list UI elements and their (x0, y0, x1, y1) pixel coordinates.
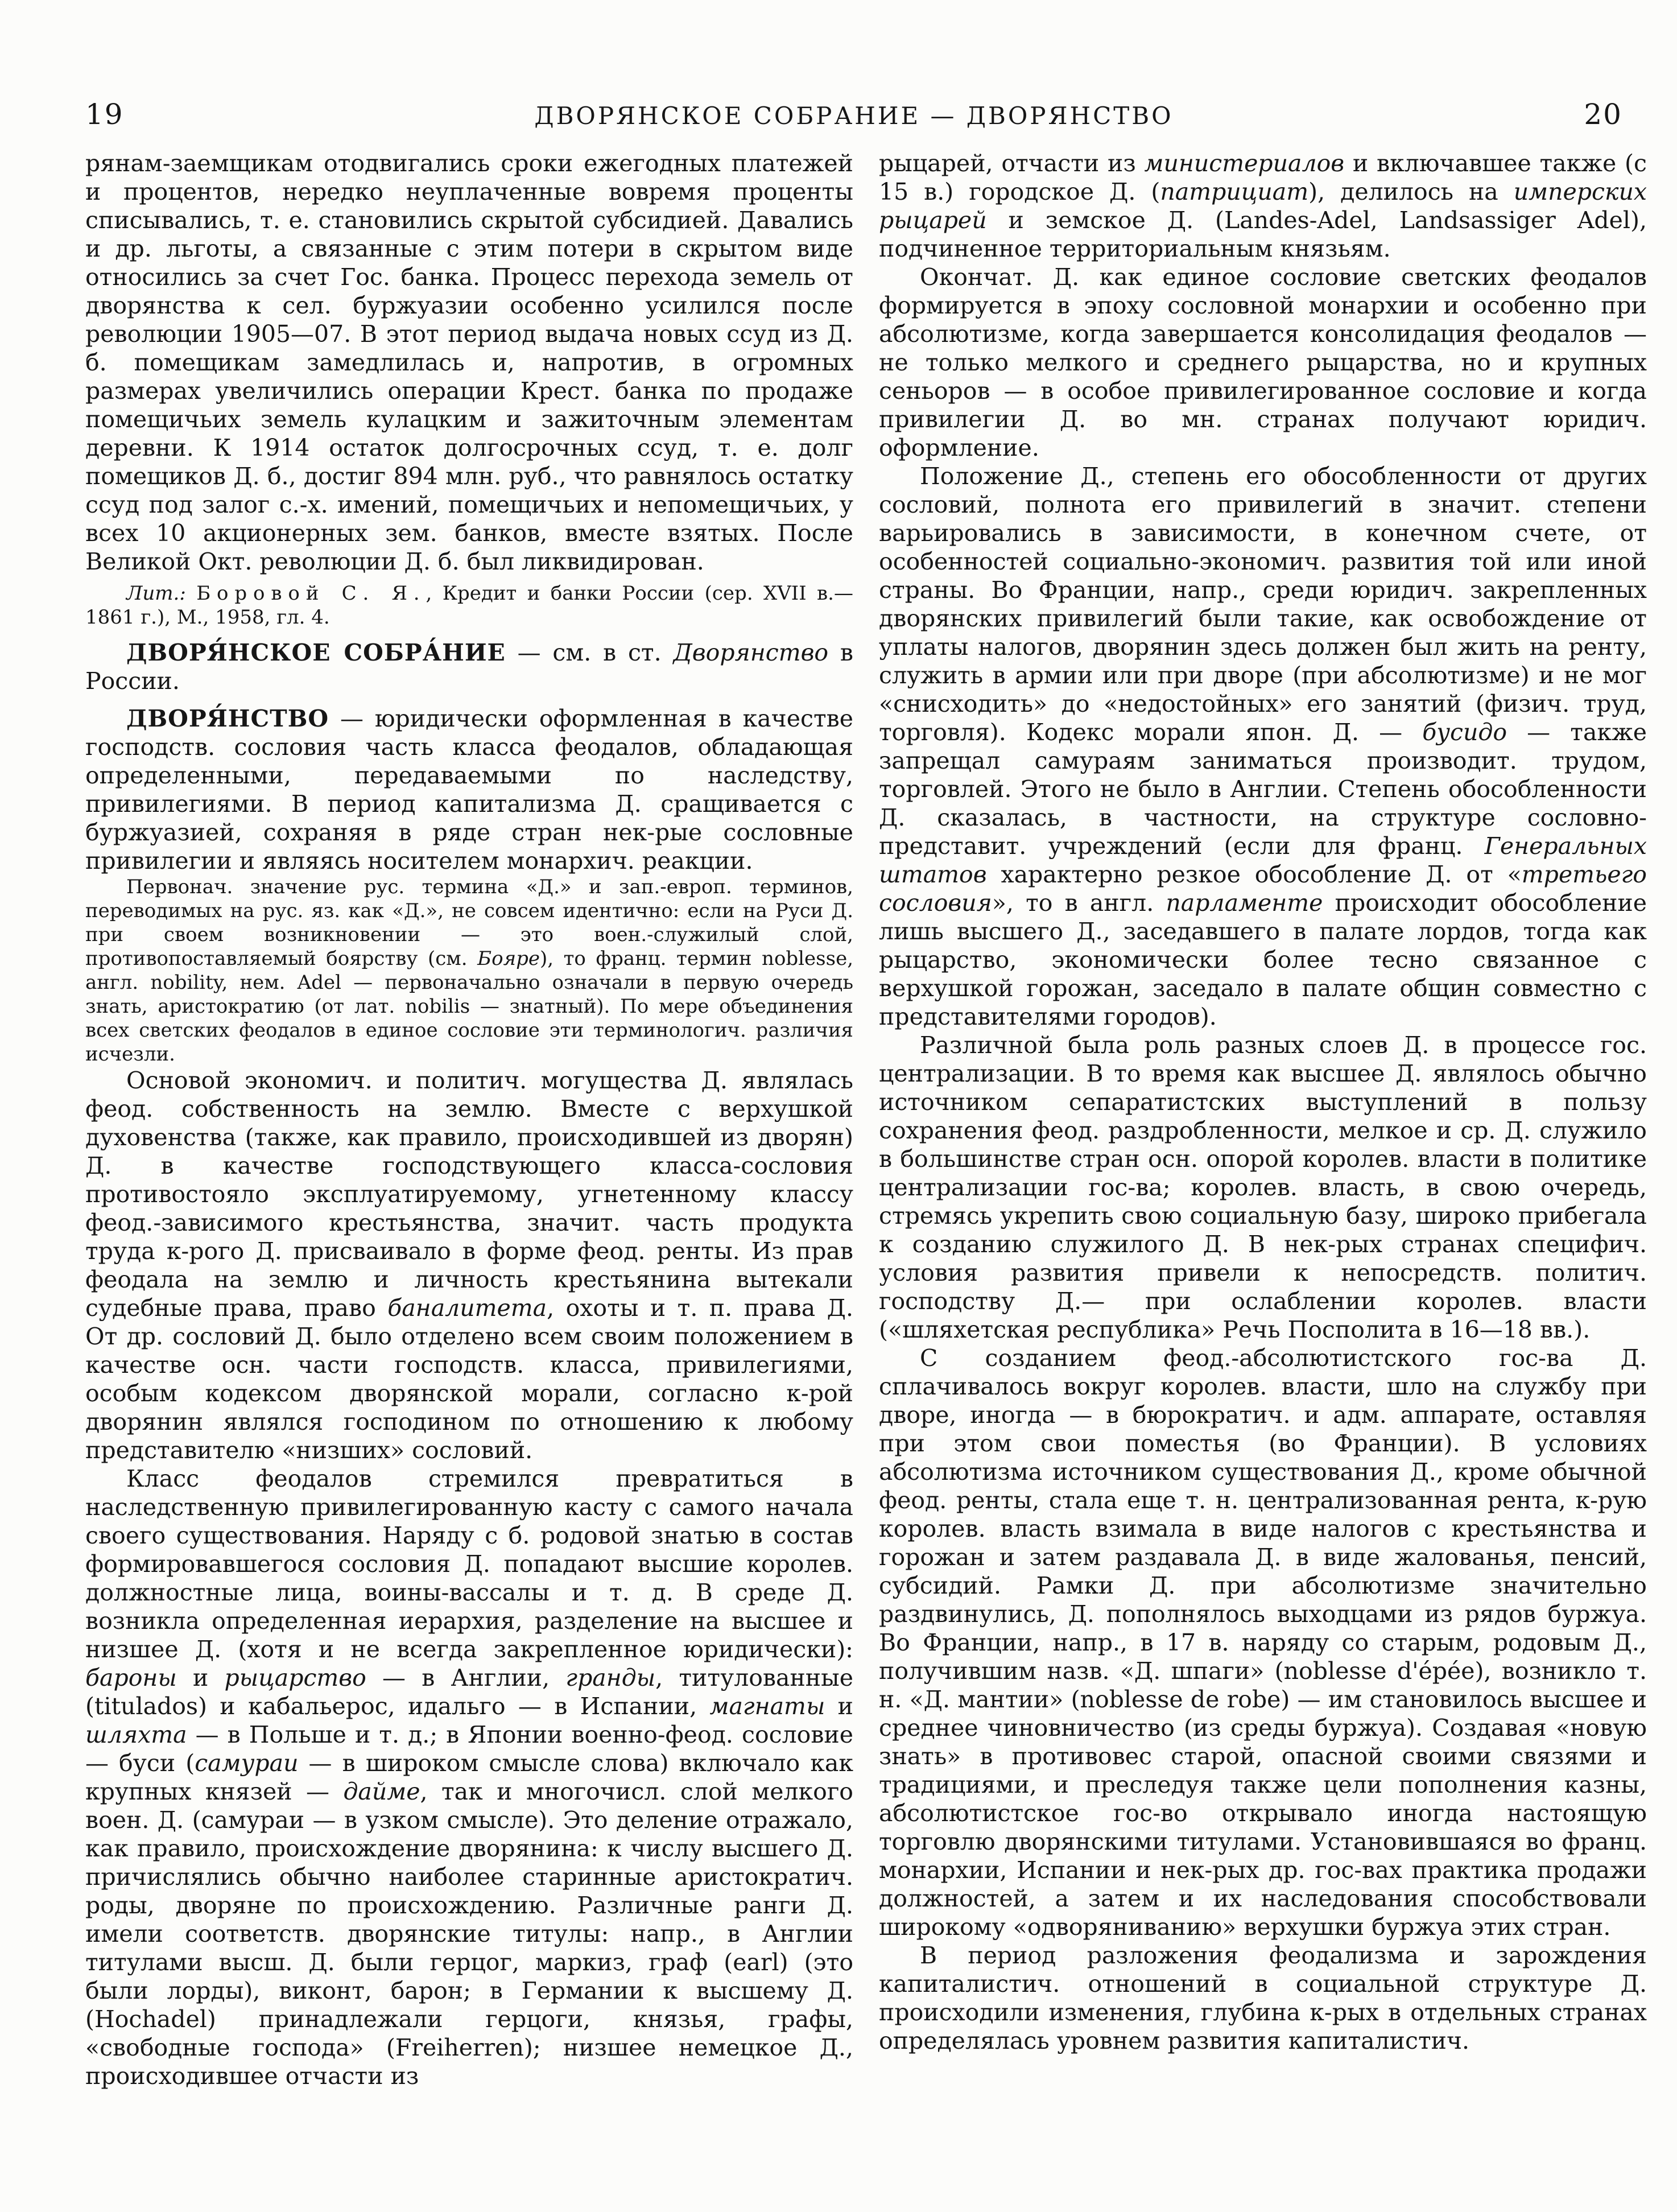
text-segment: , так и многочисл. слой мелкого воен. Д. (самураи — в узком смысле). Это деление отражало, как правило, происхождение дворянина: к числу высшего Д. причислялись обычно наиболее старинные аристократич. роды, дворяне по происхождению. Различные ранги Д. имели соответств. дворянские титулы: напр., в Англии титулами высш. Д. были герцог, маркиз, граф (earl) (это были лорды), виконт, барон; в Германии к высшему Д. (Hochadel) принадлежали герцоги, князья, графы, «свободные господа» (Freiherren); низшее немецкое Д., происходившее отчасти из (85, 1778, 853, 2090)
text-segment: и включавшее также (с 15 в.) городское Д. ( (879, 150, 1647, 205)
text-segment: рыцарство (224, 1664, 366, 1691)
text-segment: ), делилось на (1308, 178, 1514, 205)
paragraph (879, 263, 1647, 462)
text-segment: Боровой С. Я. (196, 582, 426, 605)
text-segment: Дворянство (673, 639, 829, 666)
text-segment: парламенте (1166, 889, 1323, 917)
text-segment: бусидо (1422, 719, 1507, 746)
paragraph (85, 875, 853, 1066)
text-segment: Положение Д., степень его обособленности от других сословий, полнота его привилегий в значит. степени варьировались в зависимости, в конечном счете, от особенностей социально-экономич. развития той или иной страны. Во Франции, напр., среди юридич. закрепленных дворянских привилегий были такие, как освобождение от уплаты налогов, дворянин здесь должен был жить на ренту, служить в армии или при дворе (при абсолютизме) и не мог «снисходить» до «недостойных» его занятий (физич. труд, торговля). Кодекс морали япон. Д. — (879, 463, 1647, 746)
running-head-title: ДВОРЯНСКОЕ СОБРАНИЕ — ДВОРЯНСТВО (534, 102, 1174, 130)
text-segment: имперских рыцарей (879, 178, 1647, 234)
text-segment: третьего сословия (879, 861, 1647, 917)
paragraph (879, 1031, 1647, 1344)
text-segment: ), то франц. термин noblesse, англ. nobility, нем. Adel — первоначально означали в первую очередь знать, аристократию (от лат. nobilis — знатный). По мере объединения всех светских феодалов в единое сословие эти терминологич. различия исчезли. (85, 947, 853, 1066)
paragraph (85, 704, 853, 875)
entry-headword: ДВОРЯ́НСКОЕ СОБРА́НИЕ (126, 639, 506, 666)
text-segment: гранды (565, 1664, 656, 1691)
text-segment: Лит.: (126, 582, 186, 605)
text-segment: рянам-заемщикам отодвигались сроки ежегодных платежей и процентов, нередко неуплаченные вовремя проценты списывались, т. е. становились скрытой субсидией. Давались и др. льготы, а связанные с этим потери в скрытом виде относились за счет Гос. банка. Процесс перехода земель от дворянства к сел. буржуазии особенно усилился после революции 1905—07. В этот период выдача новых ссуд из Д. б. помещикам замедлилась и, напротив, в огромных размерах увеличились операции Крест. банка по продаже помещичьих земель кулацким и зажиточным элементам деревни. К 1914 остаток долгосрочных ссуд, т. е. долг помещиков Д. б., достиг 894 млн. руб., что равнялось остатку ссуд под залог с.-х. имений, помещичьих и непомещичьих, у всех 10 акционерных зем. банков, вместе взятых. После Великой Окт. революции Д. б. был ликвидирован. (85, 150, 853, 575)
text-columns (85, 149, 1647, 2090)
text-segment: в России. (85, 639, 854, 695)
text-segment: , Кредит и банки России (сер. XVII в.— 1861 г.), М., 1958, гл. 4. (85, 582, 853, 629)
text-segment: и земское Д. (Landes-Adel, Landsassiger Adel), подчиненное территориальным князьям. (879, 207, 1647, 262)
text-segment: самураи (195, 1749, 299, 1777)
text-segment: С созданием феод.-абсолютистского гос-ва Д. сплачивалось вокруг королев. власти, шло на службу при дворе, иногда — в бюрократич. и адм. аппарате, оставляя при этом свои поместья (во Франции). В условиях абсолютизма источником существования Д., кроме обычной феод. ренты, стала еще т. н. централизованная рента, к-рую королев. власть взимала в виде налогов с крестьянства и горожан и затем раздавала Д. в виде жалованья, пенсий, субсидий. Рамки Д. при абсолютизме значительно раздвинулись, Д. пополнялось выходцами из рядов буржуа. Во Франции, напр., в 17 в. наряду со старым, родовым Д., получившим назв. «Д. шпаги» (noblesse d'épée), возникло т. н. «Д. мантии» (noblesse de robe) — им становилось высшее и среднее чиновничество (из среды буржуа). Создавая «новую знать» в противовес старой, опасной своими связями и традициями, и преследуя также цели пополнения казны, абсолютистское гос-во открывало иногда настоящую торговлю дворянскими титулами. Установившаяся во франц. монархии, Испании и нек-рых др. гос-вах практика продажи должностей, а затем и их наследования способствовали широкому «одворяниванию» верхушки буржуа этих стран. (879, 1344, 1647, 1941)
page-number-left: 19 (85, 98, 124, 131)
page-number-right: 20 (1584, 98, 1622, 131)
text-segment: », то в англ. (992, 889, 1166, 917)
text-segment: шляхта (85, 1721, 187, 1748)
text-segment: происходит обособление лишь высшего Д., заседавшего в палате лордов, тогда как рыцарство, экономически более тесно связанное с верхушкой горожан, заседало в палате общин совместно с представителями городов). (879, 889, 1647, 1030)
text-segment: дайме (343, 1778, 420, 1805)
text-segment: В период разложения феодализма и зарождения капиталистич. отношений в социальной структуре Д. происходили изменения, глубина к-рых в отдельных странах определялась уровнем развития капиталистич. (879, 1942, 1647, 2054)
text-segment: Класс феодалов стремился превратиться в наследственную привилегированную касту с самого начала своего существования. Наряду с б. родовой знатью в состав формировавшегося сословия Д. попадают высшие королев. должностные лица, воины-вассалы и т. д. В среде Д. возникла определенная иерархия, разделение на высшее и низшее Д. (хотя и не всегда закрепленное юридически): (85, 1465, 853, 1663)
paragraph (85, 149, 853, 576)
paragraph (879, 462, 1647, 1031)
text-segment: — также запрещал самураям заниматься производит. трудом, торговлей. Этого не было в Англии. Степень обособленности Д. сказалась, в частности, на структуре сословно-представит. учреждений (если для франц. (879, 719, 1647, 860)
paragraph (85, 581, 853, 629)
text-segment: характерно резкое обособление Д. от « (986, 861, 1522, 888)
text-segment: Генеральных штатов (879, 832, 1647, 888)
text-segment: — в широком смысле слова) включало как крупных князей — (85, 1749, 853, 1805)
column-right (879, 149, 1647, 2090)
running-head (85, 100, 1622, 129)
text-segment: магнаты (709, 1693, 825, 1720)
text-segment: Бояре (477, 947, 540, 970)
text-segment: Первонач. значение рус. термина «Д.» и зап.-европ. терминов, переводимых на рус. яз. как «Д.», не совсем идентично: если на Руси Д. при своем возникновении — это воен.-служилый слой, противопоставляемый боярству (см. (85, 876, 853, 970)
text-segment: , охоты и т. п. права Д. От др. сословий Д. было отделено всем своим положением в качестве осн. части господств. класса, привилегиями, особым кодексом дворянской морали, согласно к-рой дворянин являлся господином по отношению к любому представителю «низших» сословий. (85, 1294, 853, 1464)
text-segment: — в Польше и т. д.; в Японии военно-феод. сословие — буси ( (85, 1721, 853, 1777)
paragraph (85, 1464, 853, 2090)
text-segment: бароны (85, 1664, 177, 1691)
entry-headword: ДВОРЯ́НСТВО (126, 705, 329, 732)
text-segment: и (825, 1693, 853, 1720)
text-segment: Основой экономич. и политич. могущества Д. являлась феод. собственность на землю. Вместе с верхушкой духовенства (также, как правило, происходившей из дворян) Д. в качестве господствующего класса-сословия противостояло эксплуатируемому, угнетенному классу феод.-зависимого крестьянства, значит. часть продукта труда к-рого Д. присваивало в форме феод. ренты. Из прав феодала на землю и личность крестьянина вытекали судебные права, право (85, 1067, 853, 1322)
paragraph (85, 1066, 853, 1464)
text-segment (186, 582, 196, 605)
text-segment: и (176, 1664, 225, 1691)
text-segment: Различной была роль разных слоев Д. в процессе гос. централизации. В то время как высшее Д. являлось обычно источником сепаратистских выступлений в пользу сохранения феод. раздробленности, мелкое и ср. Д. служило в большинстве стран осн. опорой королев. власти в политике централизации гос-ва; королев. власть, в свою очередь, стремясь укрепить свою социальную базу, широко прибегала к созданию служилого Д. В нек-рых странах специфич. условия развития привели к непосредств. политич. господству Д.— при ослаблении королев. власти («шляхетская республика» Речь Посполита в 16—18 вв.). (879, 1031, 1647, 1343)
text-segment: патрициат (1160, 178, 1309, 205)
text-segment: — см. в ст. (505, 639, 674, 666)
text-segment: баналитета (387, 1294, 547, 1322)
text-segment: , титулованные (titulados) и кабальерос, идальго — в Испании, (85, 1664, 853, 1720)
text-segment: рыцарей, отчасти из (879, 150, 1145, 177)
paragraph (879, 1344, 1647, 1941)
paragraph (879, 149, 1647, 263)
text-segment: — в Англии, (366, 1664, 566, 1691)
text-segment: — юридически оформленная в качестве господств. сословия часть класса феодалов, обладающая определенными, передаваемыми по наследству, привилегиями. В период капитализма Д. сращивается с буржуазией, сохраняя в ряде стран нек-рые сословные привилегии и являясь носителем монархич. реакции. (85, 705, 853, 874)
column-left (85, 149, 853, 2090)
paragraph (879, 1941, 1647, 2055)
text-segment: Окончат. Д. как единое сословие светских феодалов формируется в эпоху сословной монархии и особенно при абсолютизме, когда завершается консолидация феодалов — не только мелкого и среднего рыцарства, но и крупных сеньоров — в особое привилегированное сословие и когда привилегии Д. во мн. странах получают юридич. оформление. (879, 263, 1647, 461)
paragraph (85, 638, 853, 695)
text-segment: министериалов (1144, 150, 1345, 177)
